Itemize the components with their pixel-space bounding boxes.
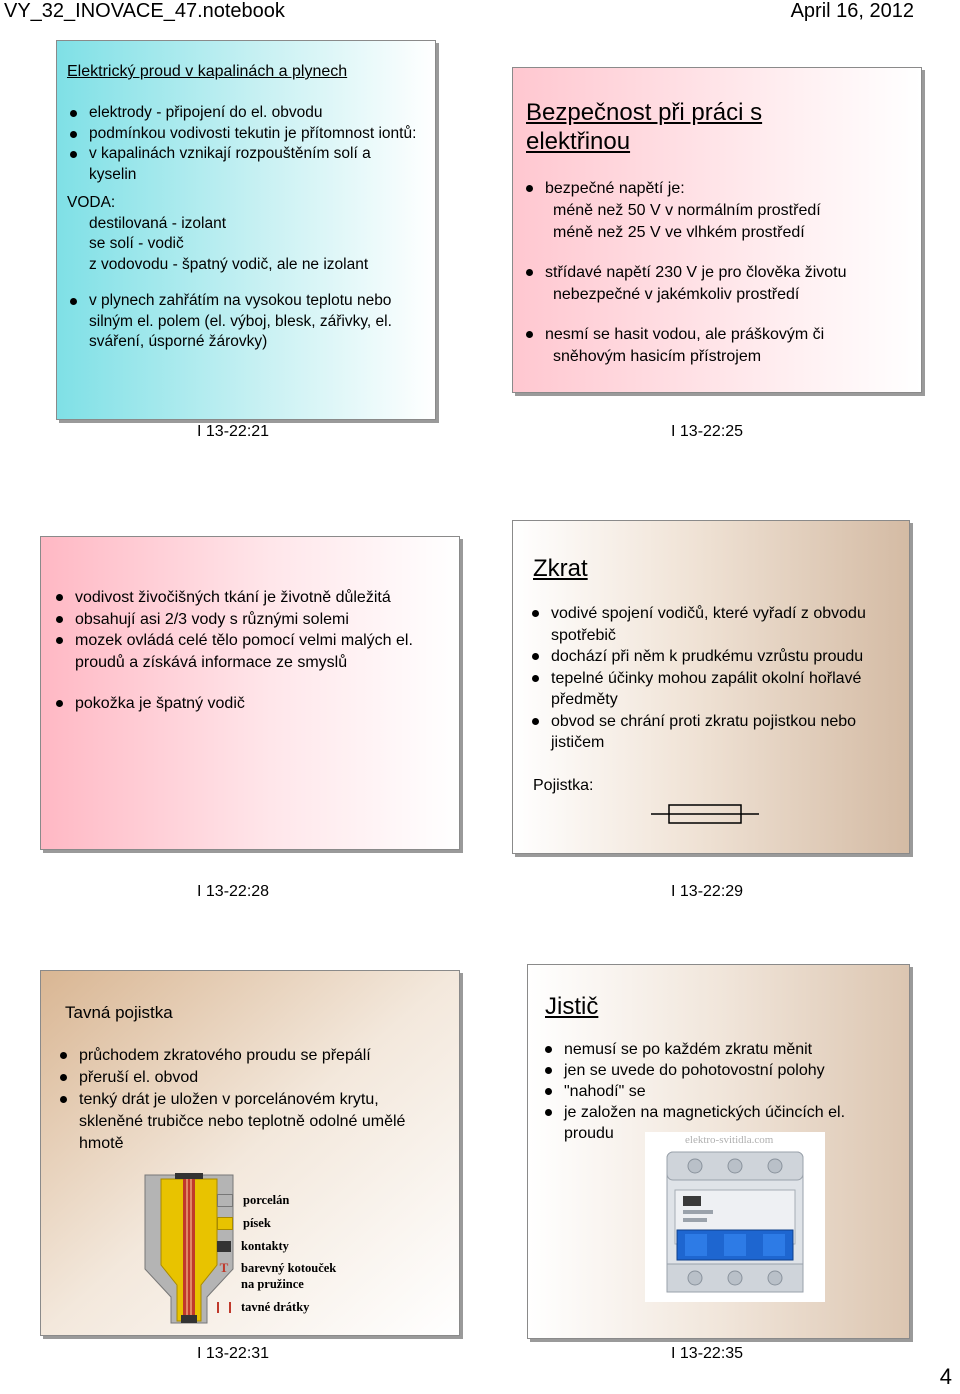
fuse-symbol-icon (649, 801, 761, 827)
bullet-item: vodivost živočišných tkání je životně důležitá (53, 587, 451, 609)
bullet-item: mozek ovládá celé tělo pomocí velmi malých el. proudů a získává informace ze smyslů (53, 630, 451, 673)
slide-title: Jistič (545, 993, 599, 1020)
slide-short-circuit (512, 520, 910, 854)
bullet-text: nesmí se hasit vodou, ale práškovým či (545, 326, 825, 343)
bullet-text: bezpečné napětí je: (545, 180, 685, 197)
bullet-item: pokožka je špatný vodič (53, 693, 451, 715)
bullet-item: přeruší el. obvod (57, 1067, 437, 1089)
bullet-item: v plynech zahřátím na vysokou teplotu nebo silným el. polem (el. výboj, blesk, zářivky, el. sváření, úsporné žárovky) (67, 291, 417, 353)
slide-caption: I 13-22:21 (197, 423, 270, 440)
text-line: z vodovodu - špatný vodič, ale ne izolant (89, 255, 369, 273)
bullet-item: elektrody - připojení do el. obvodu (67, 103, 417, 124)
fuse-wire-swatch-icon (217, 1302, 231, 1313)
legend-label: písek (243, 1216, 271, 1230)
slide-title: Elektrický proud v kapalinách a plynech (67, 63, 348, 80)
text-line: méně než 25 V ve vlhkém prostředí (553, 224, 805, 241)
legend-label: tavné drátky (241, 1300, 310, 1314)
fuse-label: Pojistka: (533, 777, 594, 794)
bullet-item: nemusí se po každém zkratu měnit (542, 1039, 872, 1060)
contacts-swatch-icon (217, 1241, 231, 1252)
bullet-item: podmínkou vodivosti tekutin je přítomnost iontů: (67, 124, 417, 145)
slide-circuit-breaker (527, 964, 910, 1339)
text-line: méně než 50 V v normálním prostředí (553, 202, 821, 219)
bullet-item: v kapalinách vznikají rozpouštěním solí a kyselin (67, 144, 417, 185)
text-line: nebezpečné v jakémkoliv prostředí (553, 286, 800, 303)
slide-caption: I 13-22:31 (197, 1345, 270, 1362)
slide-safety (512, 67, 922, 393)
legend-item (217, 1260, 351, 1292)
bullet-text: střídavé napětí 230 V je pro člověka životu (545, 264, 847, 281)
slide-living-tissue (40, 536, 460, 850)
text-line: se solí - vodič (89, 235, 184, 252)
slide-title: Zkrat (533, 555, 588, 582)
bullet-item: tepelné účinky mohou zapálit okolní hořlavé předměty (529, 668, 901, 711)
legend-item (217, 1235, 351, 1258)
breaker-device-icon (655, 1146, 815, 1300)
slide-title: Bezpečnost při práci s elektřinou (526, 99, 763, 155)
bullet-item: vodivé spojení vodičů, které vyřadí z obvodu spotřebič (529, 603, 901, 646)
legend-label: barevný kotouček na pružince (241, 1261, 337, 1291)
bullet-item (523, 178, 913, 244)
slide-caption: I 13-22:28 (197, 883, 270, 900)
sand-swatch-icon (217, 1217, 233, 1230)
slide-caption: I 13-22:29 (671, 883, 744, 900)
text-line: destilovaná - izolant (89, 214, 226, 232)
notebook-filename: VY_32_INOVACE_47.notebook (4, 0, 285, 22)
bullet-item: obvod se chrání proti zkratu pojistkou nebo jističem (529, 711, 901, 754)
slide-title: Tavná pojistka (65, 1003, 173, 1022)
print-date: April 16, 2012 (790, 0, 914, 22)
bullet-item: jen se uvede do pohotovostní polohy (542, 1060, 872, 1081)
slide-liquids-gases (56, 40, 436, 420)
page-number: 4 (939, 1364, 952, 1389)
bullet-item: "nahodí" se (542, 1081, 872, 1102)
text-line: sněhovým hasicím přístrojem (553, 348, 762, 365)
bullet-item (523, 324, 913, 368)
bullet-item: průchodem zkratového proudu se přepálí (57, 1045, 437, 1067)
watermark: elektro-svitidla.com (685, 1134, 774, 1146)
legend-item (217, 1296, 351, 1319)
bullet-item: tenký drát je uložen v porcelánovém krytu, skleněné trubičce nebo teplotně odolné umělé hmotě (57, 1089, 437, 1155)
bullet-item: je založen na magnetických účincích el. proudu (542, 1102, 872, 1144)
indicator-disc-icon: T (219, 1260, 229, 1275)
slide-caption: I 13-22:25 (671, 423, 744, 440)
section-label: VODA: (67, 194, 116, 211)
circuit-breaker-photo (645, 1132, 825, 1302)
legend-label: kontakty (241, 1239, 289, 1253)
legend-item (217, 1212, 351, 1235)
legend-item (217, 1189, 351, 1212)
slide-fuse (40, 970, 460, 1336)
bullet-item (523, 262, 913, 306)
bullet-item: dochází při něm k prudkému vzrůstu proudu (529, 646, 901, 668)
porcelain-swatch-icon (217, 1194, 233, 1207)
slide-caption: I 13-22:35 (671, 1345, 744, 1362)
bullet-item: obsahují asi 2/3 vody s různými solemi (53, 609, 451, 631)
legend-label: porcelán (243, 1193, 290, 1207)
